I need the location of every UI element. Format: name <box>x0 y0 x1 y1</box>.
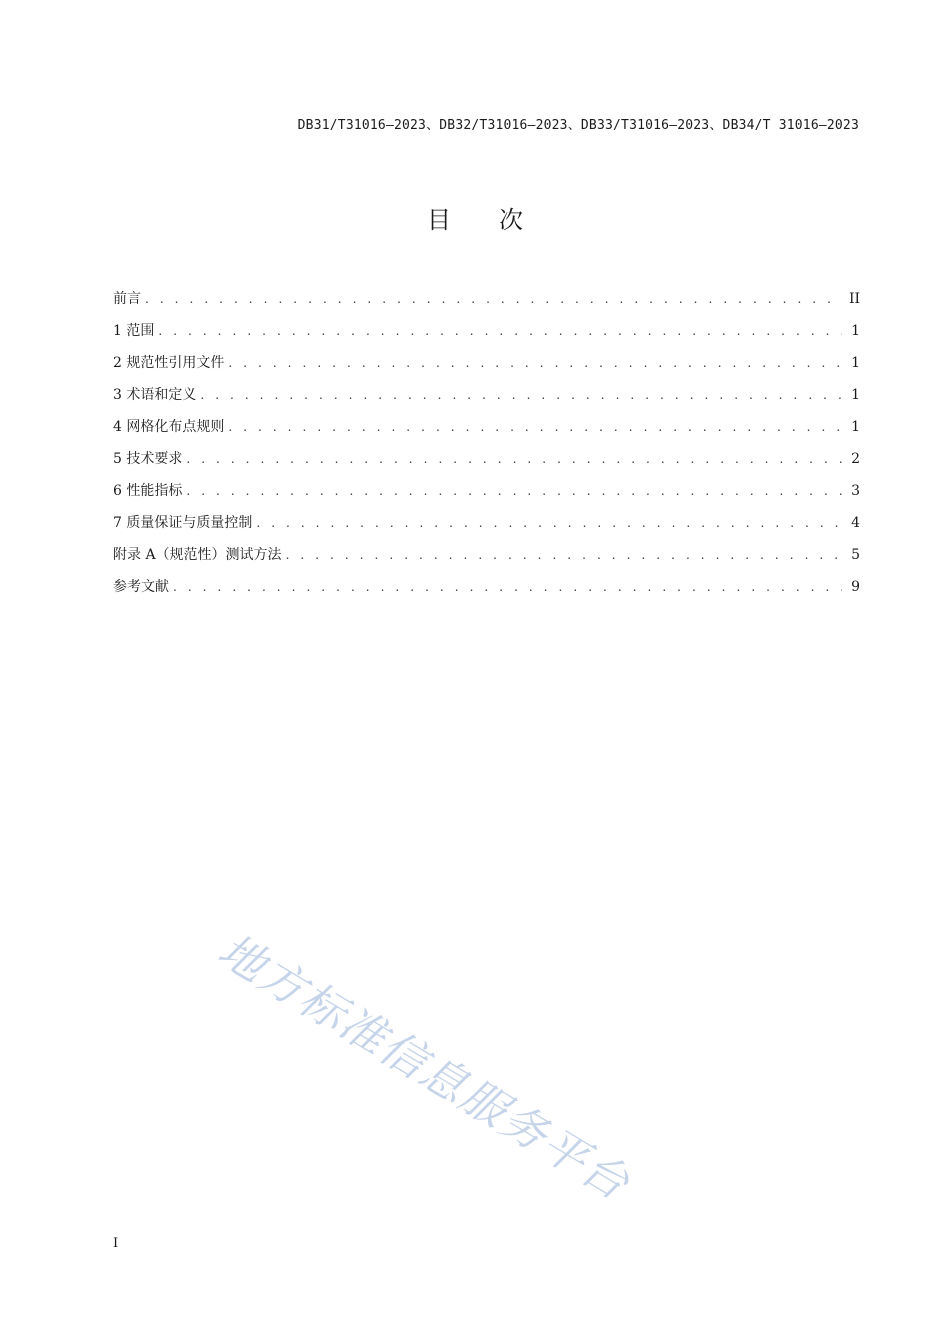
page-number: I <box>113 1236 119 1251</box>
document-code-header: DB31/T31016—2023、DB32/T31016—2023、DB33/T31016—2023、DB34/T 31016—2023 <box>297 118 859 133</box>
toc-dot-leader <box>173 574 842 600</box>
toc-entry-quality-assurance[interactable] <box>113 510 860 542</box>
toc-entry-terms-definitions[interactable] <box>113 382 860 414</box>
toc-entry-normative-references[interactable] <box>113 350 860 382</box>
table-of-contents <box>113 286 860 606</box>
toc-entry-page: 2 <box>851 451 860 467</box>
toc-dot-leader <box>228 414 842 440</box>
toc-entry-label: 6 性能指标 <box>113 483 183 499</box>
toc-entry-technical-requirements[interactable] <box>113 446 860 478</box>
toc-dot-leader <box>256 510 842 536</box>
toc-entry-page: 1 <box>851 419 860 435</box>
toc-entry-page: 1 <box>851 323 860 339</box>
toc-title: 目次 <box>427 206 571 234</box>
toc-entry-page: 4 <box>851 515 860 531</box>
toc-entry-page: 9 <box>851 579 860 595</box>
toc-entry-foreword[interactable] <box>113 286 860 318</box>
toc-entry-label: 5 技术要求 <box>113 451 183 467</box>
watermark-text: 地方标准信息服务平台 <box>209 923 640 1211</box>
toc-entry-label: 7 质量保证与质量控制 <box>113 515 253 531</box>
toc-entry-label: 前言 <box>113 291 141 307</box>
toc-dot-leader <box>186 478 842 504</box>
toc-entry-bibliography[interactable] <box>113 574 860 606</box>
toc-entry-label: 1 范围 <box>113 323 155 339</box>
toc-entry-scope[interactable] <box>113 318 860 350</box>
toc-entry-performance-indicators[interactable] <box>113 478 860 510</box>
toc-entry-page: 1 <box>851 387 860 403</box>
toc-entry-page: 5 <box>851 547 860 563</box>
toc-entry-label: 附录 A（规范性）测试方法 <box>113 547 282 563</box>
toc-dot-leader <box>228 350 842 376</box>
toc-dot-leader <box>200 382 842 408</box>
toc-entry-label: 参考文献 <box>113 579 169 595</box>
toc-entry-label: 2 规范性引用文件 <box>113 355 225 371</box>
toc-entry-grid-layout-rules[interactable] <box>113 414 860 446</box>
toc-dot-leader <box>158 318 842 344</box>
toc-entry-appendix-a[interactable] <box>113 542 860 574</box>
toc-dot-leader <box>145 286 842 312</box>
toc-dot-leader <box>286 542 842 568</box>
toc-entry-label: 3 术语和定义 <box>113 387 197 403</box>
toc-entry-page: II <box>848 291 860 307</box>
toc-entry-label: 4 网格化布点规则 <box>113 419 225 435</box>
toc-dot-leader <box>186 446 842 472</box>
toc-entry-page: 1 <box>851 355 860 371</box>
toc-entry-page: 3 <box>851 483 860 499</box>
